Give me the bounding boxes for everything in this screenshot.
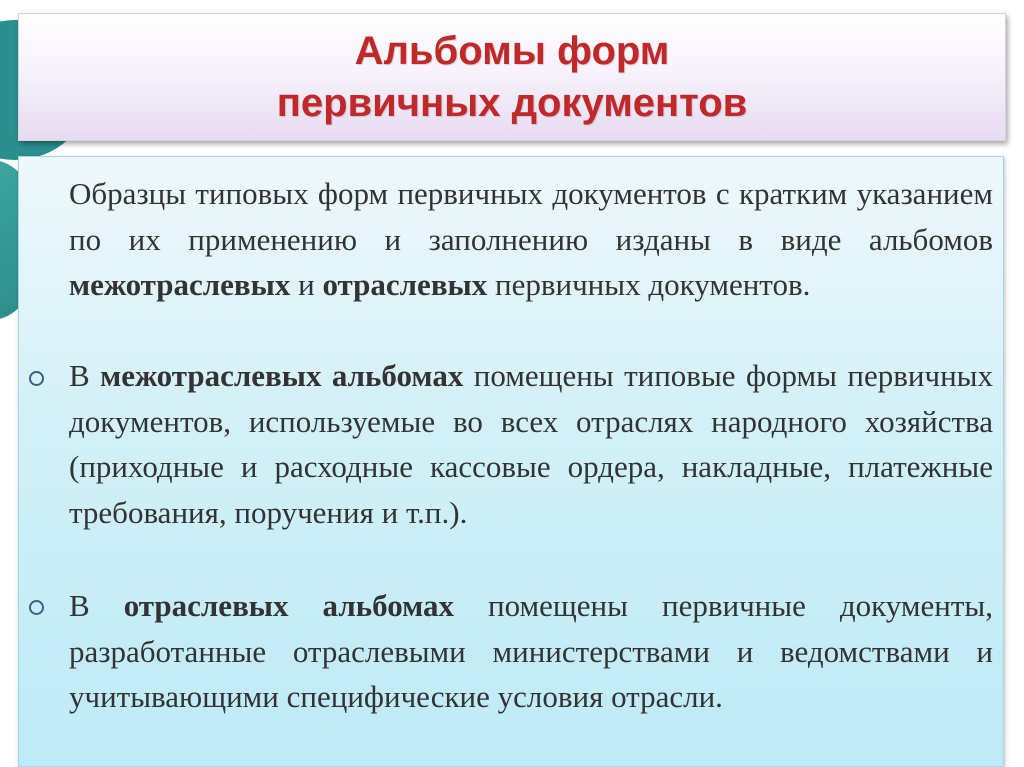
bullet2-bold: отраслевых альбомах: [123, 588, 455, 623]
intro-text-after: первичных документов.: [487, 267, 811, 302]
circle-bullet-icon: [29, 600, 47, 618]
intro-bold-intersectoral: межотраслевых: [69, 267, 291, 302]
slide-title-line-1: Альбомы форм: [354, 29, 670, 73]
title-panel: [18, 13, 1006, 141]
intro-text-before: Образцы типовых форм первичных документов с кратким указанием по их применению и заполнению изданы в виде альбомов: [69, 176, 993, 257]
bullet-paragraph-intersectoral: [69, 353, 993, 535]
content-panel: [18, 156, 1004, 767]
bullet1-text-before: В: [69, 358, 101, 393]
bullet-paragraph-sectoral: [69, 583, 993, 720]
slide-title: [277, 25, 748, 129]
bullet2-text-after: помещены первичные документы, разработанные отраслевыми министерствами и ведомствами и учитывающими специфические условия отрасли.: [69, 588, 993, 714]
circle-bullet-icon: [29, 371, 47, 389]
intro-text-mid: и: [290, 267, 323, 302]
slide-title-line-2: первичных документов: [276, 81, 748, 125]
bullet2-text-before: В: [69, 588, 124, 623]
intro-bold-sectoral: отраслевых: [322, 267, 488, 302]
intro-paragraph: [69, 171, 993, 308]
bullet1-bold: межотраслевых альбомах: [100, 358, 464, 393]
bullet1-text-after: помещены типовые формы первичных документов, используемые во всех отраслях народного хозяйства (приходные и расходные кассовые ордера, накладные, платежные требования, поручения и т.п.).: [69, 358, 993, 530]
